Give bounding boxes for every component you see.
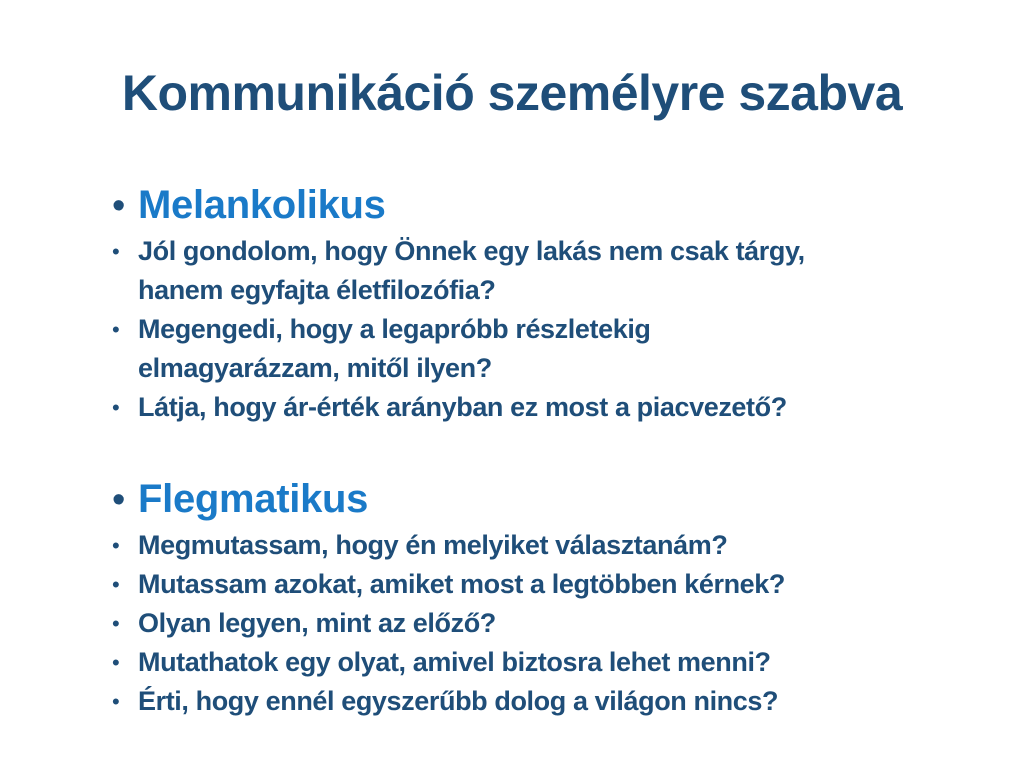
list-item-text [138, 232, 805, 310]
slide-title: Kommunikáció személyre szabva [121, 65, 903, 121]
list-item [112, 232, 992, 310]
list-item-text [138, 388, 787, 427]
list-item [112, 604, 992, 643]
list-item [112, 526, 992, 565]
list-item-line: Megmutassam, hogy én melyiket választanám? [138, 530, 728, 560]
list-item-line: Olyan legyen, mint az előző? [138, 608, 496, 638]
list-item-line: Érti, hogy ennél egyszerűbb dolog a világon nincs? [138, 686, 779, 716]
list-item [112, 310, 992, 388]
list-item-line: Mutassam azokat, amiket most a legtöbben kérnek? [138, 569, 786, 599]
list-item-line: Mutathatok egy olyat, amivel biztosra lehet menni? [138, 647, 771, 677]
list-item-line: Megengedi, hogy a legapróbb részletekig [138, 314, 651, 344]
list-item [112, 643, 992, 682]
bullet-icon: • [112, 395, 120, 420]
list-item [112, 682, 992, 721]
list-item-line: Jól gondolom, hogy Önnek egy lakás nem csak tárgy, [138, 236, 805, 266]
section-heading-row [112, 178, 992, 232]
bullet-icon: • [112, 533, 120, 558]
section-flegmatikus [112, 472, 992, 721]
bullet-icon: • [112, 650, 120, 675]
list-item-line: hanem egyfajta életfilozófia? [138, 275, 496, 305]
bullet-icon: • [112, 572, 120, 597]
bullet-icon: • [112, 479, 126, 521]
list-item [112, 388, 992, 427]
list-item-line: elmagyarázzam, mitől ilyen? [138, 353, 492, 383]
list-item [112, 565, 992, 604]
section-heading: Melankolikus [138, 183, 386, 227]
list-item-text [138, 604, 496, 643]
list-item-text [138, 643, 771, 682]
section-melankolikus [112, 178, 992, 427]
bullet-icon: • [112, 185, 126, 227]
list-item-text [138, 310, 651, 388]
list-item-text [138, 565, 785, 604]
list-item-line: Látja, hogy ár-érték arányban ez most a piacvezető? [138, 392, 787, 422]
list-item-text [138, 682, 778, 721]
bullet-icon: • [112, 239, 120, 264]
bullet-icon: • [112, 611, 120, 636]
bullet-icon: • [112, 689, 120, 714]
list-item-text [138, 526, 727, 565]
section-heading: Flegmatikus [138, 477, 369, 521]
bullet-icon: • [112, 317, 120, 342]
section-heading-row [112, 472, 992, 526]
